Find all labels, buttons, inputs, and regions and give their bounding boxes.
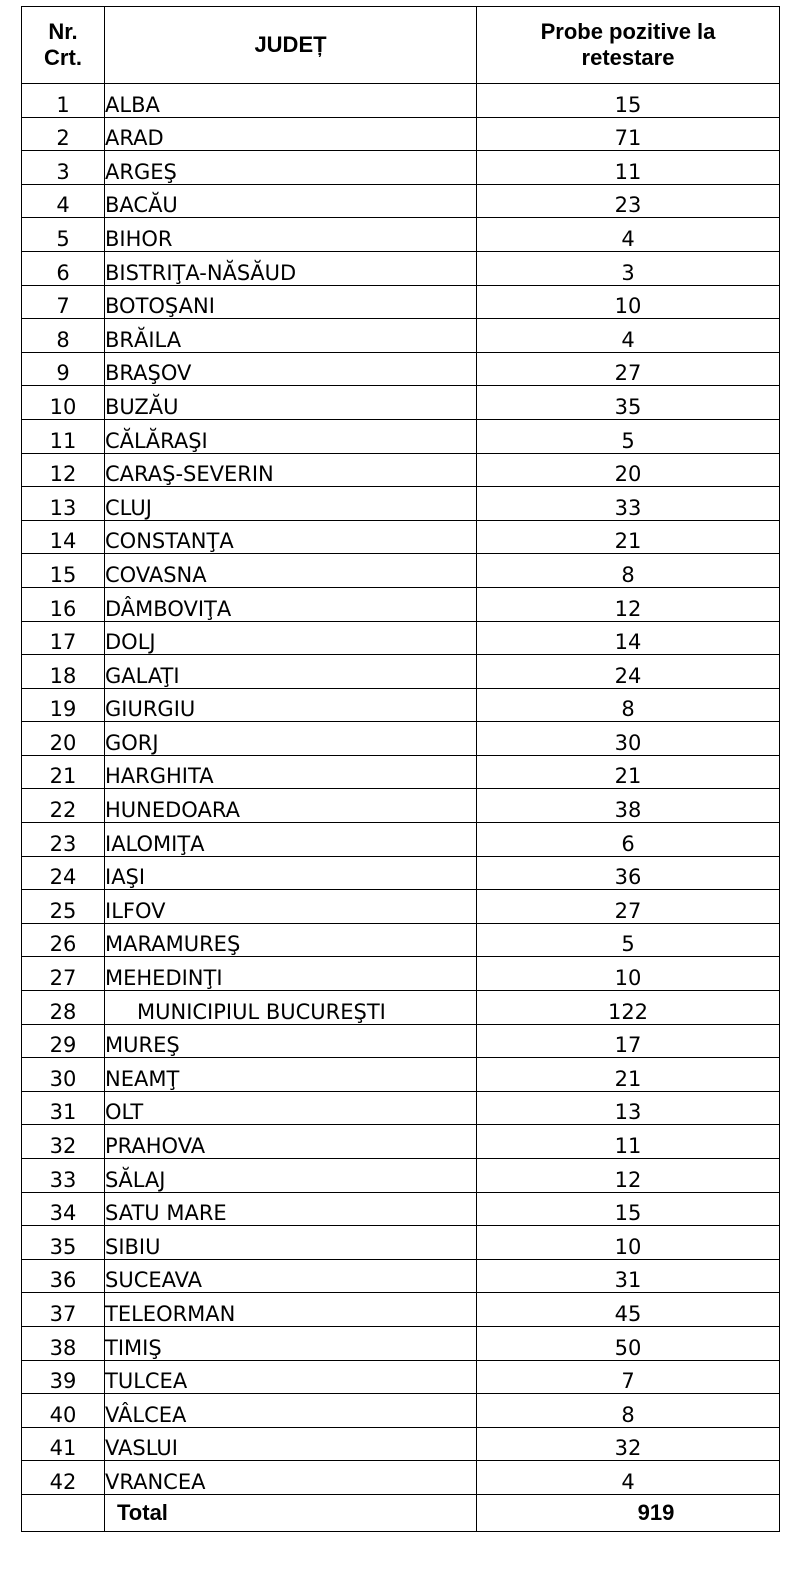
- row-nr-cell: 34: [22, 1192, 105, 1226]
- row-judet-cell: MUNICIPIUL BUCUREŞTI: [105, 991, 477, 1025]
- row-judet-cell: COVASNA: [105, 554, 477, 588]
- row-value-cell: 32: [477, 1427, 780, 1461]
- row-value-cell: 15: [477, 84, 780, 118]
- row-judet-cell: IALOMIŢA: [105, 823, 477, 857]
- row-nr-cell: 17: [22, 621, 105, 655]
- row-nr-cell: 22: [22, 789, 105, 823]
- row-value-cell: 50: [477, 1326, 780, 1360]
- row-nr-cell: 36: [22, 1259, 105, 1293]
- row-judet-cell: HARGHITA: [105, 755, 477, 789]
- row-judet-cell: VASLUI: [105, 1427, 477, 1461]
- row-judet-cell: CLUJ: [105, 487, 477, 521]
- positive-retest-table: [21, 6, 780, 1532]
- row-value-cell: 30: [477, 722, 780, 756]
- row-value-cell: 21: [477, 755, 780, 789]
- row-value-cell: 10: [477, 1226, 780, 1260]
- table-row: [22, 890, 780, 924]
- row-nr-cell: 21: [22, 755, 105, 789]
- header-probe-pozitive: [477, 7, 780, 84]
- table-row: [22, 84, 780, 118]
- table-row: [22, 1293, 780, 1327]
- table-row: [22, 1461, 780, 1495]
- row-value-cell: 7: [477, 1360, 780, 1394]
- row-value-cell: 12: [477, 587, 780, 621]
- row-nr-cell: 13: [22, 487, 105, 521]
- row-value-cell: 17: [477, 1024, 780, 1058]
- row-judet-cell: MEHEDINŢI: [105, 957, 477, 991]
- row-nr-cell: 33: [22, 1159, 105, 1193]
- header-nr-line1: Nr.: [48, 19, 78, 44]
- row-judet-cell: IAŞI: [105, 856, 477, 890]
- table-row: [22, 184, 780, 218]
- row-judet-cell: SĂLAJ: [105, 1159, 477, 1193]
- table-row: [22, 1360, 780, 1394]
- row-value-cell: 27: [477, 890, 780, 924]
- table-row: [22, 1058, 780, 1092]
- row-nr-cell: 7: [22, 285, 105, 319]
- row-judet-cell: CONSTANŢA: [105, 520, 477, 554]
- header-probe-line1: Probe pozitive la: [540, 19, 716, 44]
- row-nr-cell: 5: [22, 218, 105, 252]
- row-judet-cell: SATU MARE: [105, 1192, 477, 1226]
- row-judet-cell: ARAD: [105, 117, 477, 151]
- row-judet-cell: HUNEDOARA: [105, 789, 477, 823]
- table-row: [22, 1326, 780, 1360]
- row-value-cell: 8: [477, 688, 780, 722]
- row-value-cell: 4: [477, 319, 780, 353]
- row-value-cell: 122: [477, 991, 780, 1025]
- row-nr-cell: 27: [22, 957, 105, 991]
- row-judet-cell: OLT: [105, 1091, 477, 1125]
- row-value-cell: 8: [477, 1394, 780, 1428]
- row-value-cell: 14: [477, 621, 780, 655]
- row-value-cell: 11: [477, 1125, 780, 1159]
- table-row: [22, 151, 780, 185]
- table-row: [22, 117, 780, 151]
- table-row: [22, 285, 780, 319]
- row-judet-cell: VRANCEA: [105, 1461, 477, 1495]
- row-value-cell: 10: [477, 285, 780, 319]
- row-nr-cell: 12: [22, 453, 105, 487]
- header-nr-line2: Crt.: [44, 45, 82, 70]
- row-nr-cell: 28: [22, 991, 105, 1025]
- row-nr-cell: 23: [22, 823, 105, 857]
- table-row: [22, 1159, 780, 1193]
- table-row: [22, 587, 780, 621]
- row-value-cell: 35: [477, 386, 780, 420]
- row-value-cell: 36: [477, 856, 780, 890]
- table-header-row: [22, 7, 780, 84]
- row-judet-cell: BUZĂU: [105, 386, 477, 420]
- row-nr-cell: 29: [22, 1024, 105, 1058]
- row-judet-cell: BISTRIŢA-NĂSĂUD: [105, 251, 477, 285]
- row-judet-cell: TELEORMAN: [105, 1293, 477, 1327]
- row-judet-cell: BRAŞOV: [105, 352, 477, 386]
- row-nr-cell: 2: [22, 117, 105, 151]
- row-judet-cell: DOLJ: [105, 621, 477, 655]
- table-row: [22, 856, 780, 890]
- table-row: [22, 1192, 780, 1226]
- row-value-cell: 13: [477, 1091, 780, 1125]
- row-nr-cell: 11: [22, 419, 105, 453]
- table-row: [22, 823, 780, 857]
- row-judet-cell: VÂLCEA: [105, 1394, 477, 1428]
- table-row: [22, 419, 780, 453]
- total-value: 919: [477, 1494, 780, 1531]
- row-value-cell: 8: [477, 554, 780, 588]
- table-row: [22, 1125, 780, 1159]
- row-value-cell: 4: [477, 218, 780, 252]
- row-nr-cell: 1: [22, 84, 105, 118]
- table-row: [22, 991, 780, 1025]
- row-judet-cell: BIHOR: [105, 218, 477, 252]
- row-nr-cell: 15: [22, 554, 105, 588]
- row-value-cell: 45: [477, 1293, 780, 1327]
- table-row: [22, 352, 780, 386]
- row-judet-cell: MUREŞ: [105, 1024, 477, 1058]
- row-value-cell: 23: [477, 184, 780, 218]
- table-row: [22, 755, 780, 789]
- row-nr-cell: 16: [22, 587, 105, 621]
- row-value-cell: 31: [477, 1259, 780, 1293]
- table-row: [22, 722, 780, 756]
- header-probe-line2: retestare: [581, 45, 675, 70]
- row-value-cell: 6: [477, 823, 780, 857]
- row-nr-cell: 42: [22, 1461, 105, 1495]
- row-judet-cell: ILFOV: [105, 890, 477, 924]
- row-nr-cell: 40: [22, 1394, 105, 1428]
- row-nr-cell: 39: [22, 1360, 105, 1394]
- row-nr-cell: 32: [22, 1125, 105, 1159]
- table-row: [22, 554, 780, 588]
- row-judet-cell: DÂMBOVIŢA: [105, 587, 477, 621]
- row-judet-cell: GIURGIU: [105, 688, 477, 722]
- row-judet-cell: GALAŢI: [105, 655, 477, 689]
- row-nr-cell: 18: [22, 655, 105, 689]
- table-row: [22, 218, 780, 252]
- row-nr-cell: 19: [22, 688, 105, 722]
- row-nr-cell: 6: [22, 251, 105, 285]
- total-nr-cell: [22, 1494, 105, 1531]
- row-judet-cell: BACĂU: [105, 184, 477, 218]
- row-judet-cell: CĂLĂRAŞI: [105, 419, 477, 453]
- row-value-cell: 3: [477, 251, 780, 285]
- row-judet-cell: ALBA: [105, 84, 477, 118]
- row-nr-cell: 9: [22, 352, 105, 386]
- table-row: [22, 1394, 780, 1428]
- row-value-cell: 10: [477, 957, 780, 991]
- row-value-cell: 33: [477, 487, 780, 521]
- table-row: [22, 386, 780, 420]
- table-row: [22, 621, 780, 655]
- row-value-cell: 24: [477, 655, 780, 689]
- row-judet-cell: MARAMUREŞ: [105, 923, 477, 957]
- row-value-cell: 71: [477, 117, 780, 151]
- row-judet-cell: SIBIU: [105, 1226, 477, 1260]
- table-row: [22, 487, 780, 521]
- row-nr-cell: 10: [22, 386, 105, 420]
- row-nr-cell: 8: [22, 319, 105, 353]
- row-nr-cell: 20: [22, 722, 105, 756]
- row-nr-cell: 38: [22, 1326, 105, 1360]
- header-nr-crt: [22, 7, 105, 84]
- table-row: [22, 1427, 780, 1461]
- row-judet-cell: CARAŞ-SEVERIN: [105, 453, 477, 487]
- row-nr-cell: 25: [22, 890, 105, 924]
- header-judet: JUDEȚ: [105, 7, 477, 84]
- row-value-cell: 21: [477, 520, 780, 554]
- row-nr-cell: 30: [22, 1058, 105, 1092]
- row-value-cell: 5: [477, 419, 780, 453]
- row-judet-cell: BRĂILA: [105, 319, 477, 353]
- row-value-cell: 11: [477, 151, 780, 185]
- table-row: [22, 688, 780, 722]
- table-row: [22, 453, 780, 487]
- row-judet-cell: PRAHOVA: [105, 1125, 477, 1159]
- total-row: [22, 1494, 780, 1531]
- table-row: [22, 319, 780, 353]
- table-row: [22, 1024, 780, 1058]
- table-body: [22, 84, 780, 1495]
- row-nr-cell: 14: [22, 520, 105, 554]
- table-row: [22, 520, 780, 554]
- row-value-cell: 20: [477, 453, 780, 487]
- row-value-cell: 15: [477, 1192, 780, 1226]
- row-value-cell: 5: [477, 923, 780, 957]
- table-row: [22, 789, 780, 823]
- table-row: [22, 251, 780, 285]
- row-nr-cell: 4: [22, 184, 105, 218]
- row-judet-cell: TULCEA: [105, 1360, 477, 1394]
- table-row: [22, 655, 780, 689]
- row-value-cell: 4: [477, 1461, 780, 1495]
- total-label: Total: [105, 1494, 477, 1531]
- row-nr-cell: 24: [22, 856, 105, 890]
- row-nr-cell: 41: [22, 1427, 105, 1461]
- row-value-cell: 27: [477, 352, 780, 386]
- row-value-cell: 12: [477, 1159, 780, 1193]
- row-judet-cell: SUCEAVA: [105, 1259, 477, 1293]
- row-nr-cell: 37: [22, 1293, 105, 1327]
- table-row: [22, 923, 780, 957]
- row-judet-cell: ARGEŞ: [105, 151, 477, 185]
- table-row: [22, 1091, 780, 1125]
- row-nr-cell: 35: [22, 1226, 105, 1260]
- row-judet-cell: NEAMŢ: [105, 1058, 477, 1092]
- table-row: [22, 957, 780, 991]
- row-judet-cell: TIMIŞ: [105, 1326, 477, 1360]
- row-judet-cell: BOTOŞANI: [105, 285, 477, 319]
- row-judet-cell: GORJ: [105, 722, 477, 756]
- row-nr-cell: 3: [22, 151, 105, 185]
- row-nr-cell: 26: [22, 923, 105, 957]
- row-value-cell: 21: [477, 1058, 780, 1092]
- row-nr-cell: 31: [22, 1091, 105, 1125]
- row-value-cell: 38: [477, 789, 780, 823]
- table-row: [22, 1226, 780, 1260]
- table-row: [22, 1259, 780, 1293]
